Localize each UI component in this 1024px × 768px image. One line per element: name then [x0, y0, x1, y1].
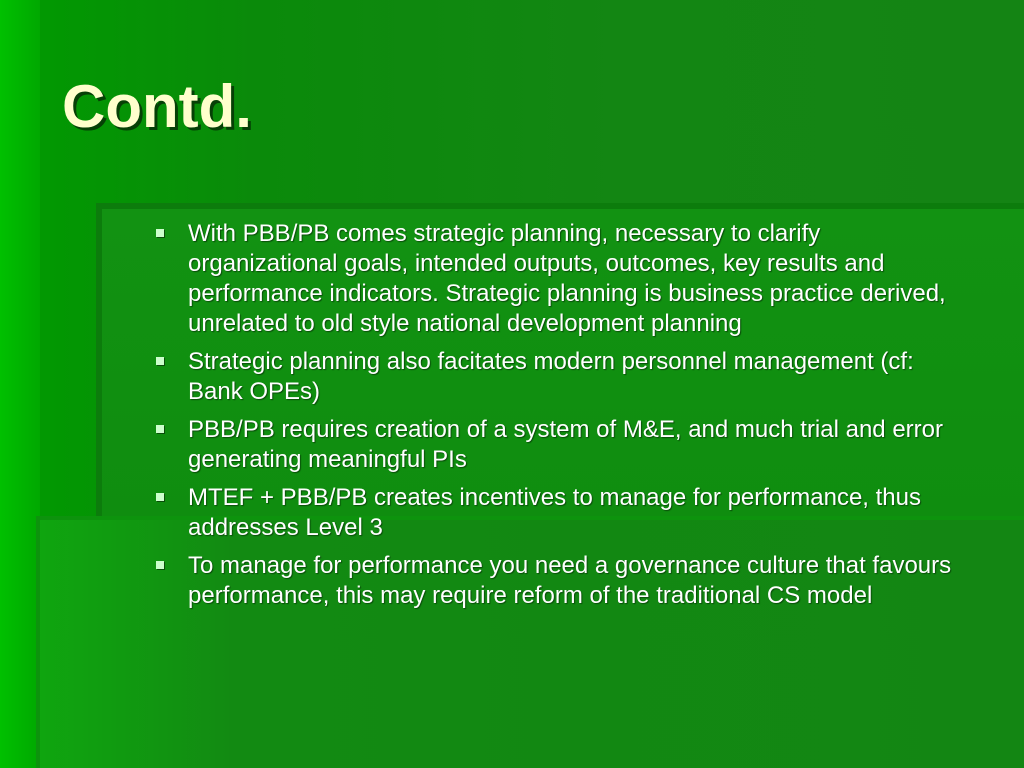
- bullet-item: [154, 347, 974, 407]
- background-left-strip: [0, 0, 40, 768]
- bullet-item: [154, 219, 974, 339]
- bullet-item: [154, 483, 974, 543]
- square-bullet-icon: [156, 493, 164, 501]
- bullet-text: MTEF + PBB/PB creates incentives to manage for performance, thus addresses Level 3: [188, 484, 921, 541]
- bullet-item: [154, 551, 974, 611]
- square-bullet-icon: [156, 357, 164, 365]
- bullet-text: Strategic planning also facitates modern personnel management (cf: Bank OPEs): [188, 348, 914, 405]
- bullet-text: PBB/PB requires creation of a system of M&E, and much trial and error generating meaningful PIs: [188, 416, 943, 473]
- bullet-text: With PBB/PB comes strategic planning, necessary to clarify organizational goals, intended outputs, outcomes, key results and performance indicators. Strategic planning is business practice derived, unrelated to old style national development planning: [188, 220, 946, 337]
- square-bullet-icon: [156, 425, 164, 433]
- slide-title: Contd.: [62, 73, 252, 140]
- bullet-list: [154, 219, 974, 619]
- bullet-item: [154, 415, 974, 475]
- bullet-text: To manage for performance you need a governance culture that favours performance, this may require reform of the traditional CS model: [188, 552, 952, 609]
- square-bullet-icon: [156, 561, 164, 569]
- square-bullet-icon: [156, 229, 164, 237]
